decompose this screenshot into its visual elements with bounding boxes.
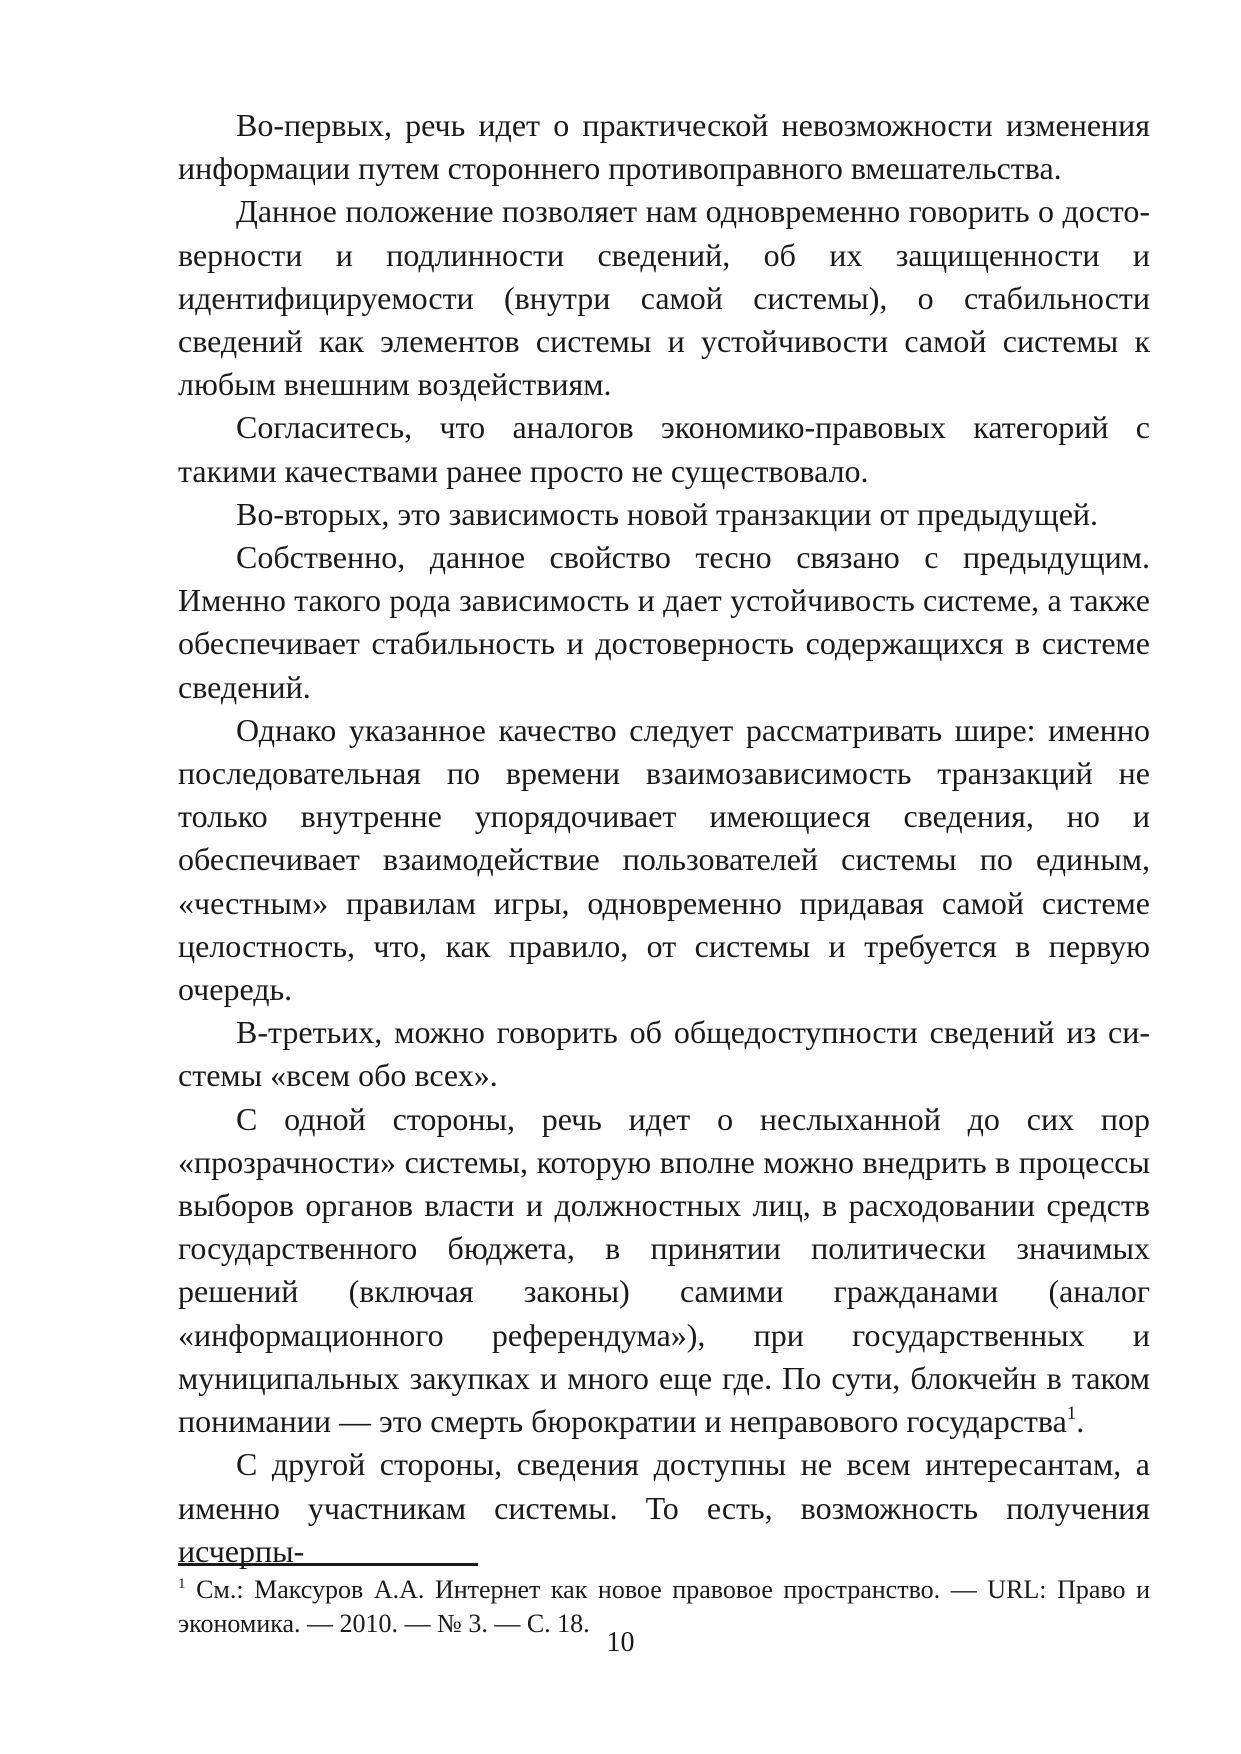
paragraph-3: Согласитесь, что аналогов экономико-правовых категорий с такими качествами ранее просто не существовало.	[178, 409, 1150, 489]
paragraph-4: Во-вторых, это зависимость новой транзакции от предыдущей.	[236, 495, 1099, 532]
paragraph-2: Данное положение позволяет нам одновременно говорить о достоверности и подлинности сведений, об их защищенности и идентифицируемости (внутри самой системы), о стабильности сведений как элементов системы и устойчивости самой системы к любым внешним воздействиям.	[178, 193, 1150, 403]
paragraph-7: В-третьих, можно говорить об общедоступности сведений из системы «всем обо всех».	[178, 1014, 1150, 1094]
footnote-separator	[178, 1563, 478, 1566]
footnote-reference[interactable]: 1	[1066, 1403, 1077, 1425]
page-number: 10	[606, 1627, 635, 1658]
footnote-text: См.: Максуров А.А. Интернет как новое правовое пространство. — URL: Право и экономика. — 2010. — № 3. — С. 18.	[178, 1575, 1150, 1638]
paragraph-6: Однако указанное качество следует рассматривать шире: именно последовательная по времени взаимозависимость транзакций не только внутренне упорядочивает имеющиеся сведения, но и обеспечивает взаимодействие пользователей системы по единым, «честным» правилам игры, одновременно придавая самой системе целостность, что, как правило, от системы и требуется в первую очередь.	[178, 711, 1150, 1008]
paragraph-8	[178, 1098, 1150, 1444]
page-body	[178, 104, 1150, 1573]
paragraph-9: С другой стороны, сведения доступны не всем интересантам, а именно участникам системы. То есть, возможность получения исчерпы-	[178, 1446, 1150, 1569]
footnote-marker: 1	[178, 1576, 186, 1592]
paragraph-8-text: С одной стороны, речь идет о неслыханной до сих пор «прозрачности» системы, которую вполне можно внедрить в процессы выборов органов власти и должностных лиц, в расходовании средств государственного бюджета, в принятии политически значимых решений (включая законы) самими гражданами (аналог «информационного референдума»), при государственных и муниципальных закупках и много еще где. По сути, блокчейн в таком понимании — это смерть бюрократии и неправового государства	[178, 1100, 1150, 1440]
paragraph-5: Собственно, данное свойство тесно связано с предыдущим. Именно такого рода зависимость и дает устойчивость системе, а также обеспечивает стабильность и достоверность содержащихся в системе сведений.	[178, 539, 1150, 705]
paragraph-1: Во-первых, речь идет о практической невозможности изменения информации путем стороннего противоправного вмешательства.	[178, 107, 1150, 187]
paragraph-8-end: .	[1076, 1403, 1085, 1440]
